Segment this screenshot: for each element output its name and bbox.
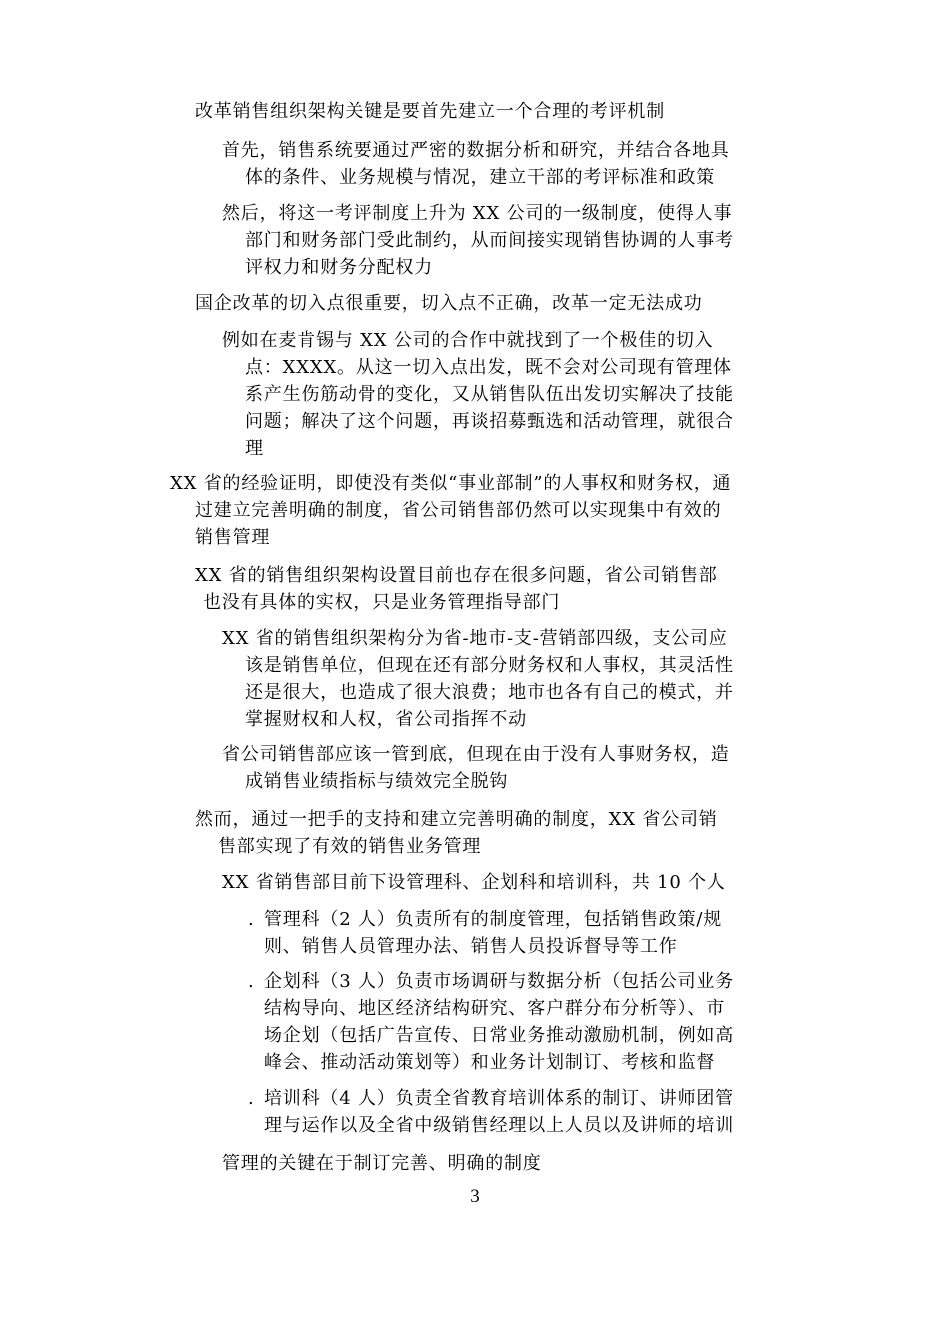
text-line: XX 省的销售组织架构设置目前也存在很多问题，省公司销售部 [195,565,718,586]
text-line: 培训科（4 人）负责全省教育培训体系的制订、讲师团管 [264,1088,734,1109]
text-line: 理与运作以及全省中级销售经理以上人员以及讲师的培训 [264,1115,734,1136]
text-line: 则、销售人员管理办法、销售人员投诉督导等工作 [264,936,678,957]
text-line: 首先，销售系统要通过严密的数据分析和研究，并结合各地具 [222,140,730,161]
bullet-marker: . [248,909,254,930]
paragraph-data-analysis-first [222,137,730,191]
paragraph-department-sections [222,869,726,896]
text-line: 结构导向、地区经济结构研究、客户群分布分析等）、市 [264,998,725,1019]
paragraph-mckinsey-example [222,327,734,462]
text-line: 例如在麦肯锡与 XX 公司的合作中就找到了一个极佳的切入 [222,330,714,351]
text-line: 体的条件、业务规模与情况，建立干部的考评标准和政策 [245,167,715,188]
text-line: XX 省的销售组织架构分为省-地市-支-营销部四级，支公司应 [222,628,728,649]
text-line: 售部实现了有效的销售业务管理 [218,836,482,857]
paragraph-four-level-structure [222,625,734,733]
text-line: 成销售业绩指标与绩效完全脱钩 [245,771,509,792]
bullet-item-management-section [264,906,722,960]
text-line: 峰会、推动活动策划等）和业务计划制订、考核和监督 [264,1052,716,1073]
text-line: 场企划（包括广告宣传、日常业务推动激励机制，例如高 [264,1025,734,1046]
text-line: XX 省的经验证明，即使没有类似“事业部制”的人事权和财务权，通 [170,473,732,494]
paragraph-effective-management [195,806,718,860]
text-line: 销售管理 [195,527,271,548]
bullet-marker: . [248,971,254,992]
text-line: 理 [245,438,264,459]
text-line: 也没有具体的实权，只是业务管理指导部门 [203,592,561,613]
text-line: 然后，将这一考评制度上升为 XX 公司的一级制度，使得人事 [222,203,733,224]
text-line: 过建立完善明确的制度，省公司销售部仍然可以实现集中有效的 [195,500,722,521]
text-line: 国企改革的切入点很重要，切入点不正确，改革一定无法成功 [195,293,703,314]
paragraph-sales-department-control [222,741,730,795]
paragraph-organization-problems [195,562,718,616]
text-line: 管理科（2 人）负责所有的制度管理，包括销售政策/规 [264,909,723,930]
text-line: 省公司销售部应该一管到底，但现在由于没有人事财务权，造 [222,744,730,765]
text-line: XX 省销售部目前下设管理科、企划科和培训科，共 10 个人 [222,872,726,893]
bullet-item-planning-section [264,968,734,1076]
text-line: 该是销售单位，但现在还有部分财务权和人事权，其灵活性 [245,655,734,676]
paragraph-upgrade-evaluation-system [222,200,734,281]
text-line: 还是很大，也造成了很大浪费；地市也各有自己的模式，并 [245,682,734,703]
text-line: 改革销售组织架构关键是要首先建立一个合理的考评机制 [195,101,665,122]
paragraph-management-key [222,1150,542,1177]
paragraph-reform-evaluation-mechanism [195,98,665,125]
text-line: 点：XXXX。从这一切入点出发，既不会对公司现有管理体 [245,357,732,378]
text-line: 掌握财权和人权，省公司指挥不动 [245,709,527,730]
text-line: 问题；解决了这个问题，再谈招募甄选和活动管理，就很合 [245,411,734,432]
bullet-marker: . [248,1088,254,1109]
paragraph-province-experience [170,470,731,551]
page-number: 3 [470,1186,480,1207]
text-line: 评权力和财务分配权力 [245,257,433,278]
bullet-item-training-section [264,1085,734,1139]
text-line: 然而，通过一把手的支持和建立完善明确的制度，XX 省公司销 [195,809,718,830]
text-line: 部门和财务部门受此制约，从而间接实现销售协调的人事考 [245,230,734,251]
text-line: 管理的关键在于制订完善、明确的制度 [222,1153,542,1174]
text-line: 系产生伤筋动骨的变化，又从销售队伍出发切实解决了技能 [245,384,734,405]
text-line: 企划科（3 人）负责市场调研与数据分析（包括公司业务 [264,971,734,992]
paragraph-reform-entry-point [195,290,703,317]
